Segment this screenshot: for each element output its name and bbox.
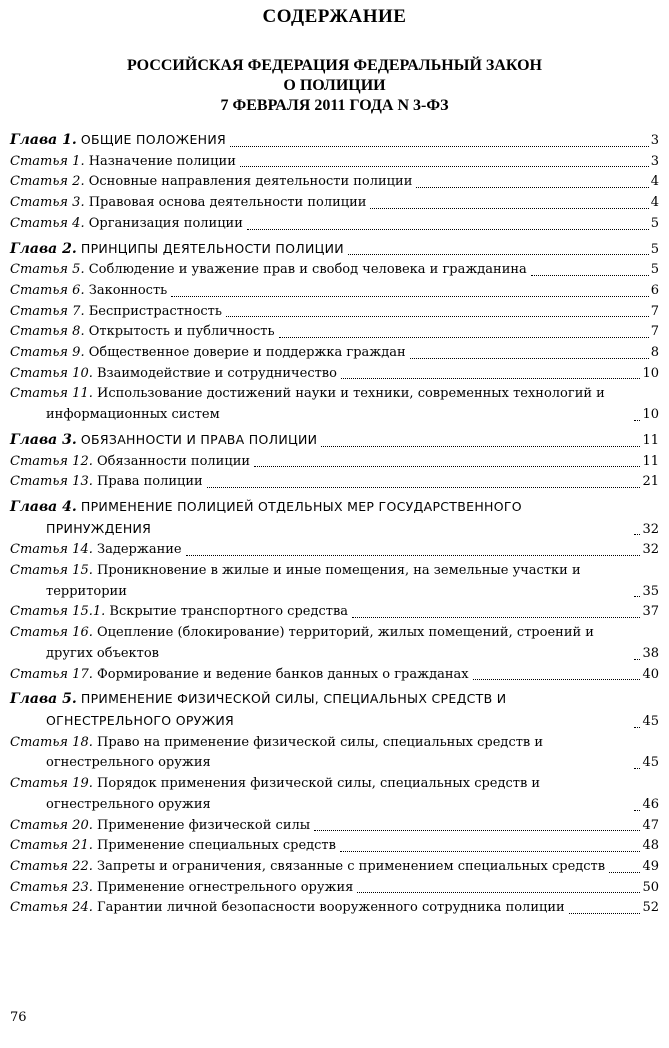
toc-article-entry[interactable] — [10, 540, 659, 561]
dot-leader — [247, 229, 649, 230]
toc-entry-text — [10, 816, 310, 837]
toc-entry-label — [10, 774, 642, 815]
toc-entry-label — [10, 836, 642, 857]
toc-article-entry[interactable] — [10, 472, 659, 493]
dot-leader — [186, 555, 641, 556]
toc-entry-label — [10, 193, 651, 214]
toc-entry-text — [10, 452, 250, 473]
article-title: Общественное доверие и поддержка граждан — [88, 345, 406, 361]
toc-article-entry[interactable] — [10, 774, 659, 815]
table-of-contents — [10, 130, 659, 919]
dot-leader — [569, 913, 641, 914]
article-number: Статья 11. — [10, 386, 93, 402]
toc-entry-label — [10, 130, 651, 152]
toc-article-entry[interactable] — [10, 816, 659, 837]
article-title: Формирование и ведение банков данных о гражданах — [96, 666, 469, 682]
dot-leader — [207, 487, 641, 488]
toc-entry-text — [10, 343, 406, 364]
toc-entry-label — [10, 430, 642, 452]
toc-entry-label — [10, 689, 642, 732]
dot-leader — [634, 810, 640, 811]
page-number: 76 — [10, 1010, 27, 1025]
toc-page-number: 45 — [642, 755, 659, 771]
toc-page-number: 6 — [650, 282, 659, 298]
toc-entry-label — [10, 816, 642, 837]
article-title: Обязанности полиции — [96, 453, 251, 469]
toc-entry-label — [10, 260, 651, 281]
article-title: Применение огнестрельного оружия — [96, 879, 354, 895]
article-title: Основные направления деятельности полиции — [88, 174, 413, 190]
article-number: Статья 18. — [10, 734, 93, 750]
toc-page-number: 10 — [642, 365, 659, 381]
toc-entry-label — [10, 665, 642, 686]
article-title: Проникновение в жилые и иные помещения, на земельные участки и территории — [46, 563, 581, 599]
toc-page-number: 8 — [650, 345, 659, 361]
toc-article-entry[interactable] — [10, 878, 659, 899]
toc-entry-text — [10, 281, 167, 302]
article-title: Соблюдение и уважение прав и свобод человека и гражданина — [88, 262, 527, 278]
chapter-title: ПРИНЦИПЫ ДЕЯТЕЛЬНОСТИ ПОЛИЦИИ — [80, 240, 344, 256]
toc-entry-label — [10, 602, 642, 623]
article-title: Право на применение физической силы, специальных средств и огнестрельного оружия — [46, 734, 544, 771]
dot-leader — [348, 254, 649, 255]
toc-page-number: 52 — [642, 900, 659, 916]
article-title: Использование достижений науки и техники, современных технологий и информационных систем — [46, 386, 605, 423]
chapter-title: ПРИМЕНЕНИЕ ФИЗИЧЕСКОЙ СИЛЫ, СПЕЦИАЛЬНЫХ СРЕДСТВ И ОГНЕСТРЕЛЬНОГО ОРУЖИЯ — [46, 691, 507, 728]
article-number: Статья 12. — [10, 453, 93, 469]
toc-page-number: 4 — [650, 174, 659, 190]
toc-entry-label — [10, 239, 651, 261]
toc-entry-text — [10, 322, 275, 343]
toc-entry-text — [10, 774, 630, 815]
article-title: Задержание — [96, 542, 182, 558]
article-title: Оцепление (блокирование) территорий, жилых помещений, строений и других объектов — [46, 625, 594, 661]
toc-page-number: 11 — [642, 432, 659, 448]
toc-entry-label — [10, 733, 642, 774]
toc-article-entry[interactable] — [10, 364, 659, 385]
chapter-number: Глава 5. — [10, 691, 77, 708]
article-number: Статья 20. — [10, 817, 93, 833]
article-title: Законность — [88, 282, 168, 298]
toc-page-number: 5 — [650, 241, 659, 257]
article-number: Статья 16. — [10, 625, 93, 641]
toc-entry-text — [10, 193, 366, 214]
toc-entry-text — [10, 857, 605, 878]
toc-entry-text — [10, 561, 630, 602]
toc-article-entry[interactable] — [10, 898, 659, 919]
toc-page-number: 47 — [642, 817, 659, 833]
dot-leader — [634, 420, 640, 421]
toc-page-number: 10 — [642, 407, 659, 423]
article-title: Организация полиции — [88, 215, 243, 231]
article-title: Открытость и публичность — [88, 324, 275, 340]
dot-leader — [634, 659, 640, 660]
article-number: Статья 15. — [10, 563, 93, 579]
article-number: Статья 23. — [10, 879, 93, 895]
toc-entry-label — [10, 152, 651, 173]
toc-page-number: 35 — [642, 583, 659, 599]
toc-entry-text — [10, 430, 317, 452]
article-number: Статья 6. — [10, 282, 85, 298]
chapter-title: ПРИМЕНЕНИЕ ПОЛИЦИЕЙ ОТДЕЛЬНЫХ МЕР ГОСУДАРСТВЕННОГО ПРИНУЖДЕНИЯ — [46, 498, 522, 536]
toc-entry-text — [10, 260, 527, 281]
dot-leader — [321, 446, 640, 447]
dot-leader — [240, 166, 649, 167]
toc-entry-text — [10, 665, 469, 686]
article-title: Беспристрастность — [88, 303, 222, 319]
chapter-number: Глава 2. — [10, 240, 77, 257]
dot-leader — [226, 316, 649, 317]
toc-entry-label — [10, 281, 651, 302]
toc-page-number: 46 — [642, 796, 659, 812]
toc-chapter-entry[interactable] — [10, 430, 659, 452]
toc-article-entry[interactable] — [10, 623, 659, 664]
toc-entry-label — [10, 322, 651, 343]
chapter-number: Глава 4. — [10, 498, 77, 515]
toc-page-number: 45 — [642, 713, 659, 729]
law-title-line-1: РОССИЙСКАЯ ФЕДЕРАЦИЯ ФЕДЕРАЛЬНЫЙ ЗАКОН — [127, 57, 542, 74]
toc-entry-text — [10, 172, 412, 193]
article-number: Статья 3. — [10, 195, 85, 211]
article-title: Правовая основа деятельности полиции — [88, 195, 367, 211]
toc-article-entry[interactable] — [10, 172, 659, 193]
toc-entry-text — [10, 602, 348, 623]
article-title: Гарантии личной безопасности вооруженного сотрудника полиции — [96, 900, 565, 916]
article-number: Статья 5. — [10, 262, 85, 278]
article-number: Статья 9. — [10, 345, 85, 361]
toc-entry-text — [10, 836, 336, 857]
law-title-line-2: О ПОЛИЦИИ — [283, 77, 386, 94]
toc-entry-label — [10, 343, 651, 364]
toc-article-entry[interactable] — [10, 322, 659, 343]
dot-leader — [609, 872, 640, 873]
article-number: Статья 13. — [10, 474, 93, 490]
toc-page-number: 5 — [650, 215, 659, 231]
toc-article-entry[interactable] — [10, 561, 659, 602]
toc-entry-text — [10, 130, 226, 152]
article-number: Статья 4. — [10, 215, 85, 231]
toc-article-entry[interactable] — [10, 343, 659, 364]
toc-entry-label — [10, 214, 651, 235]
toc-article-entry[interactable] — [10, 384, 659, 425]
article-number: Статья 2. — [10, 174, 85, 190]
article-number: Статья 21. — [10, 838, 93, 854]
toc-article-entry[interactable] — [10, 665, 659, 686]
toc-article-entry[interactable] — [10, 260, 659, 281]
toc-entry-text — [10, 364, 337, 385]
article-title: Применение специальных средств — [96, 838, 336, 854]
toc-entry-text — [10, 733, 630, 774]
toc-page-number: 3 — [650, 153, 659, 169]
toc-entry-label — [10, 561, 642, 602]
toc-page-number: 32 — [642, 542, 659, 558]
toc-entry-text — [10, 239, 344, 261]
toc-entry-text — [10, 302, 222, 323]
article-number: Статья 19. — [10, 776, 93, 792]
toc-entry-text — [10, 898, 565, 919]
toc-entry-label — [10, 452, 642, 473]
toc-page-number: 7 — [650, 324, 659, 340]
toc-chapter-entry[interactable] — [10, 497, 659, 540]
article-title: Назначение полиции — [88, 153, 236, 169]
toc-entry-label — [10, 623, 642, 664]
article-number: Статья 10. — [10, 365, 93, 381]
toc-article-entry[interactable] — [10, 602, 659, 623]
toc-page-number: 38 — [642, 645, 659, 661]
article-number: Статья 17. — [10, 666, 93, 682]
article-number: Статья 8. — [10, 324, 85, 340]
toc-page-number: 3 — [650, 133, 659, 148]
dot-leader — [279, 337, 649, 338]
toc-page-number: 5 — [650, 262, 659, 278]
toc-entry-text — [10, 384, 630, 425]
dot-leader — [634, 534, 640, 535]
toc-page-number: 40 — [642, 666, 659, 682]
chapter-title: ОБЯЗАННОСТИ И ПРАВА ПОЛИЦИИ — [80, 431, 318, 447]
toc-article-entry[interactable] — [10, 152, 659, 173]
chapter-title: ОБЩИЕ ПОЛОЖЕНИЯ — [80, 132, 226, 147]
toc-page-number: 32 — [642, 521, 659, 537]
dot-leader — [254, 466, 640, 467]
chapter-number: Глава 1. — [10, 132, 77, 148]
toc-page-number: 4 — [650, 195, 659, 211]
toc-page-number: 50 — [642, 879, 659, 895]
dot-leader — [416, 187, 648, 188]
toc-entry-label — [10, 472, 642, 493]
dot-leader — [340, 851, 641, 852]
toc-entry-text — [10, 472, 203, 493]
toc-page-number: 11 — [642, 453, 659, 469]
dot-leader — [634, 768, 640, 769]
law-title — [0, 56, 669, 116]
toc-page-number: 49 — [642, 858, 659, 874]
toc-entry-text — [10, 540, 182, 561]
dot-leader — [531, 275, 649, 276]
dot-leader — [370, 208, 648, 209]
toc-page-number: 21 — [642, 474, 659, 490]
dot-leader — [352, 617, 640, 618]
dot-leader — [473, 679, 641, 680]
article-number: Статья 22. — [10, 858, 93, 874]
toc-page-number: 37 — [642, 604, 659, 620]
toc-chapter-entry[interactable] — [10, 689, 659, 732]
article-number: Статья 7. — [10, 303, 85, 319]
dot-leader — [314, 830, 640, 831]
toc-article-entry[interactable] — [10, 193, 659, 214]
toc-article-entry[interactable] — [10, 302, 659, 323]
article-title: Применение физической силы — [96, 817, 311, 833]
article-title: Права полиции — [96, 474, 203, 490]
toc-article-entry[interactable] — [10, 281, 659, 302]
article-number: Статья 24. — [10, 900, 93, 916]
toc-entry-label — [10, 857, 642, 878]
toc-entry-text — [10, 623, 630, 664]
toc-entry-label — [10, 364, 642, 385]
toc-entry-label — [10, 302, 651, 323]
dot-leader — [634, 727, 640, 728]
toc-page-number: 48 — [642, 838, 659, 854]
toc-entry-text — [10, 214, 243, 235]
law-title-line-3: 7 ФЕВРАЛЯ 2011 ГОДА N 3-ФЗ — [220, 97, 449, 114]
contents-heading: СОДЕРЖАНИЕ — [262, 6, 407, 27]
toc-entry-label — [10, 540, 642, 561]
toc-page-number: 7 — [650, 303, 659, 319]
article-number: Статья 14. — [10, 542, 93, 558]
toc-entry-text — [10, 497, 630, 540]
toc-article-entry[interactable] — [10, 857, 659, 878]
dot-leader — [634, 596, 640, 597]
article-number: Статья 15.1. — [10, 604, 106, 620]
dot-leader — [230, 146, 649, 147]
toc-entry-label — [10, 878, 642, 899]
article-title: Взаимодействие и сотрудничество — [96, 365, 337, 381]
dot-leader — [357, 892, 640, 893]
toc-chapter-entry[interactable] — [10, 239, 659, 261]
toc-article-entry[interactable] — [10, 836, 659, 857]
dot-leader — [410, 358, 649, 359]
toc-entry-label — [10, 384, 642, 425]
toc-entry-text — [10, 878, 353, 899]
article-number: Статья 1. — [10, 153, 85, 169]
article-title: Запреты и ограничения, связанные с применением специальных средств — [96, 858, 606, 874]
toc-entry-text — [10, 689, 630, 732]
dot-leader — [171, 296, 648, 297]
toc-article-entry[interactable] — [10, 452, 659, 473]
article-title: Вскрытие транспортного средства — [109, 604, 349, 620]
toc-entry-label — [10, 172, 651, 193]
toc-entry-label — [10, 497, 642, 540]
dot-leader — [341, 378, 641, 379]
toc-chapter-entry[interactable] — [10, 130, 659, 152]
article-title: Порядок применения физической силы, специальных средств и огнестрельного оружия — [46, 776, 541, 812]
toc-article-entry[interactable] — [10, 214, 659, 235]
toc-entry-label — [10, 898, 642, 919]
chapter-number: Глава 3. — [10, 431, 77, 448]
toc-entry-text — [10, 152, 236, 173]
toc-article-entry[interactable] — [10, 733, 659, 774]
